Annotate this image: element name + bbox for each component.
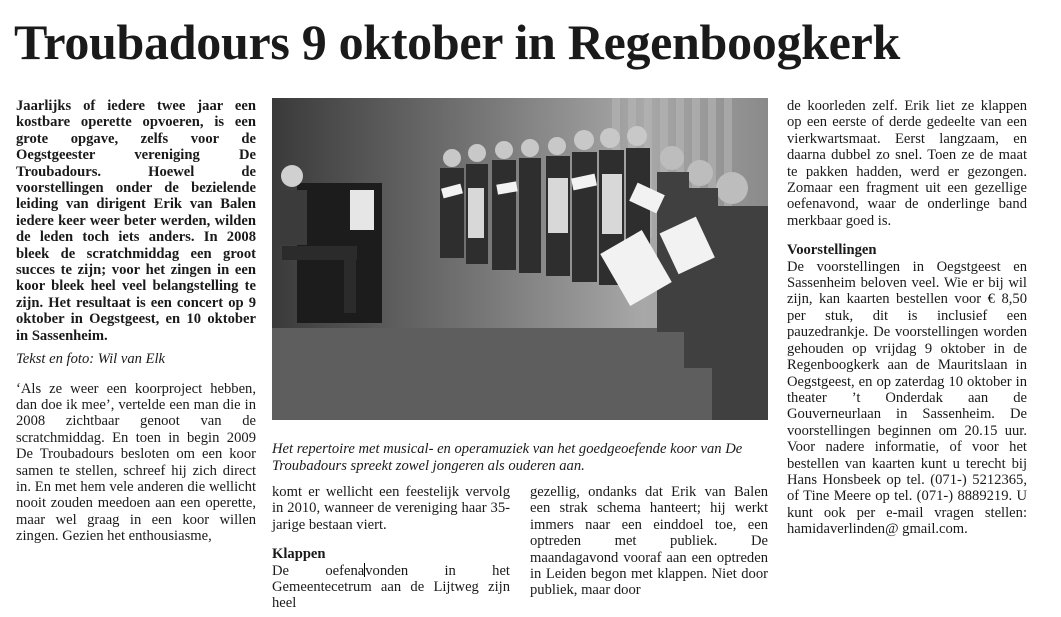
intro-paragraph: Jaarlijks of iedere twee jaar een kostbare operette opvoeren, is een grote opgave, zelfs voor de Oegstgeester vereniging De Troubadours. Hoewel de voorstellingen onder de bezielende leiding van dirigent Erik van Balen iedere keer weer beter werden, wilden de leden toch iets anders. In 2008 bleek de scratchmiddag een groot succes te zijn; voor het zingen in een koor bleek heel veel belangstelling te zijn. Het resultaat is een concert op 9 oktober in Oegstgeest, en 10 oktober in Sassenheim. [16,98,256,344]
column-4 [787,98,1027,538]
column-2 [272,484,510,612]
body-paragraph-3: gezellig, ondanks dat Erik van Balen een strak schema hanteert; hij werkt immers naar een einddoel toe, een optreden met publiek. De maandagavond vooraf aan een optreden in Leiden begon met klappen. Niet door publiek, maar door [530,484,768,599]
body-paragraph-voorstellingen: De voorstellingen in Oegstgeest en Sassenheim beloven veel. Wie er bij wil zijn, kan kaarten bestellen voor € 8,50 per stuk, dit is inclusief een pauzedrankje. De voorstellingen worden gehouden op vrijdag 9 oktober in de Regenboogkerk aan de Mauritslaan in Oegstgeest, en op zaterdag 10 oktober in theater ’t Onderdak aan de Gouverneurlaan in Sassenheim. De voorstellingen beginnen om 20.15 uur. Voor nadere informatie, of voor het bestellen van kaarten kunt u terecht bij Hans Honsbeek op tel. (071-) 5212365, of Tine Meere op tel. (071-) 8889219. U kunt ook per e-mail vragen stellen: hamidaverlinden@ gmail.com. [787,258,1027,538]
byline: Tekst en foto: Wil van Elk [16,351,166,368]
column-1 [16,98,256,545]
klappen-text-start: De oefena [272,562,365,579]
column-3 [530,484,768,599]
klappen-text-end: vonden in het Gemeentecetrum aan de Lijtweg zijn heel [272,562,510,612]
body-paragraph-klappen [272,563,510,612]
headline: Troubadours 9 oktober in Regenboogkerk [14,14,900,70]
body-paragraph-4: de koorleden zelf. Erik liet ze klappen op een eerste of derde gedeelte van een vierkwartsmaat. Eerst langzaam, en daarna dubbel zo snel. Toen ze de maat te pakken hadden, werd er gezongen. Zomaar een fragment uit een gezellige oefenavond, waar de onderlinge band merkbaar goed is. [787,98,1027,229]
subhead-voorstellingen: Voorstellingen [787,242,877,259]
body-paragraph-1: ‘Als ze weer een koorproject hebben, dan doe ik mee’, vertelde een man die in 2008 zichtbaar genoot van de scratchmiddag. En toen in begin 2009 De Troubadours besloten om een koor samen te stellen, schreef hij zich direct in. En met hem vele anderen die wellicht nooit zouden meedoen aan een operette, maar wel graag in een koor willen zingen. Gezien het enthousiasme, [16,380,256,545]
photo-caption: Het repertoire met musical- en operamuziek van het goedgeoefende koor van De Troubadours spreekt zowel jongeren als ouderen aan. [272,440,743,474]
body-paragraph-2: komt er wellicht een feestelijk vervolg in 2010, wanneer de vereniging haar 35-jarige bestaan viert. [272,484,510,533]
subhead-klappen: Klappen [272,546,326,563]
choir-photo [272,98,768,420]
